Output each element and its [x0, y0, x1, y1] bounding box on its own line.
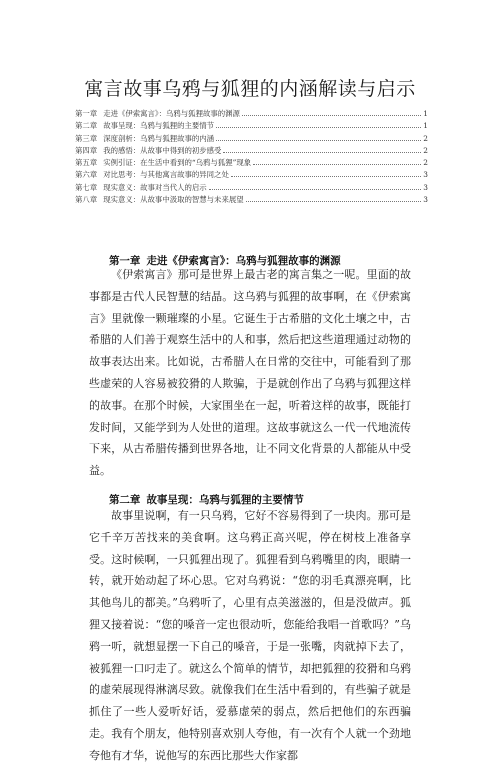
toc-page-number: 3	[423, 170, 428, 180]
toc-entry[interactable]	[75, 108, 428, 120]
toc-entry[interactable]	[75, 182, 428, 194]
section-paragraph-2: 故事里说啊，有一只乌鸦，它好不容易得到了一块肉。那可是它千辛万苦找来的美食啊。这乌鸦正高兴呢，停在树枝上准备享受。这时候啊，一只狐狸出现了。狐狸看到乌鸦嘴里的肉，眼睛一转，就开始动起了坏心思。它对乌鸦说：“您的羽毛真漂亮啊，比其他鸟儿的都美。”乌鸦听了，心里有点美滋滋的，但是没做声。狐狸又接着说：“您的嗓音一定也很动听，您能给我唱一首歌吗？”乌鸦一听，就想显摆一下自己的嗓音，于是一张嘴，肉就掉下去了，被狐狸一口叼走了。就这么个简单的情节，却把狐狸的狡猾和乌鸦的虚荣展现得淋漓尽致。就像我们在生活中看到的，有些骗子就是抓住了一些人爱听好话，爱慕虚荣的弱点，然后把他们的东西骗走。我有个朋友，他特别喜欢别人夸他，有一次有个人就一个劲地夸他有才华，说他写的东西比那些大作家都	[89, 509, 411, 762]
toc-entry[interactable]	[75, 133, 428, 145]
toc-chapter-number: 第八章	[75, 195, 98, 205]
toc-leader-dots	[253, 163, 421, 165]
toc-chapter-number: 第四章	[75, 145, 98, 155]
toc-page-number: 2	[423, 145, 428, 155]
toc-entry-title: 现实意义：从故事中汲取的智慧与未来展望	[103, 195, 244, 205]
toc-entry[interactable]	[75, 157, 428, 169]
toc-chapter-number: 第五章	[75, 158, 98, 168]
toc-entry-title: 对比思考：与其他寓言故事的异同之处	[103, 170, 229, 180]
toc-leader-dots	[223, 151, 421, 153]
toc-chapter-number: 第二章	[75, 121, 98, 131]
toc-chapter-number: 第七章	[75, 182, 98, 192]
toc-page-number: 3	[423, 195, 428, 205]
toc-chapter-number: 第六章	[75, 170, 98, 180]
table-of-contents	[75, 108, 428, 206]
toc-entry[interactable]	[75, 194, 428, 206]
toc-leader-dots	[231, 175, 421, 177]
toc-chapter-number: 第三章	[75, 133, 98, 143]
section-paragraph-1: 《伊索寓言》那可是世界上最古老的寓言集之一呢。里面的故事都是古代人民智慧的结晶。这乌鸦与狐狸的故事啊，在《伊索寓言》里就像一颗璀璨的小星。它诞生于古希腊的文化土壤之中，古希腊的人们善于观察生活中的人和事，然后把这些道理通过动物的故事表达出来。比如说，古希腊人在日常的交往中，可能看到了那些虚荣的人容易被狡猾的人欺骗，于是就创作出了乌鸦与狐狸这样的故事。在那个时候，大家围坐在一起，听着这样的故事，既能打发时间，又能学到为人处世的道理。这故事就这么一代一代地流传下来，从古希腊传播到世界各地，让不同文化背景的人都能从中受益。	[89, 268, 411, 478]
toc-leader-dots	[216, 126, 421, 128]
document-title: 寓言故事乌鸦与狐狸的内涵解读与启示	[84, 78, 416, 100]
toc-page-number: 1	[423, 121, 428, 131]
section-heading-text: 走进《伊索寓言》：乌鸦与狐狸故事的渊源	[146, 255, 341, 267]
section-chapter-number: 第一章	[108, 255, 141, 267]
toc-page-number: 1	[423, 109, 428, 118]
section-heading-text: 故事呈现：乌鸦与狐狸的主要情节	[146, 494, 304, 506]
toc-page-number: 2	[423, 158, 428, 168]
section-chapter-number: 第二章	[108, 494, 141, 506]
toc-leader-dots	[246, 200, 422, 202]
toc-entry-title: 现实意义：故事对当代人的启示	[103, 182, 207, 192]
toc-chapter-number: 第一章	[75, 109, 98, 118]
toc-entry[interactable]	[75, 120, 428, 132]
toc-leader-dots	[209, 188, 422, 190]
toc-entry[interactable]	[75, 145, 428, 157]
toc-entry[interactable]	[75, 169, 428, 181]
toc-entry-title: 深度剖析：乌鸦与狐狸故事的内涵	[103, 133, 215, 143]
toc-page-number: 3	[423, 182, 428, 192]
toc-page-number: 2	[423, 133, 428, 143]
toc-entry-title: 实例引证：在生活中看到的“乌鸦与狐狸”现象	[103, 158, 252, 168]
toc-leader-dots	[242, 114, 421, 116]
toc-entry-title: 走进《伊索寓言》：乌鸦与狐狸故事的渊源	[103, 109, 240, 118]
toc-leader-dots	[216, 139, 421, 141]
toc-entry-title: 我的感悟：从故事中得到的初步感受	[103, 145, 222, 155]
toc-entry-title: 故事呈现：乌鸦与狐狸的主要情节	[103, 121, 215, 131]
